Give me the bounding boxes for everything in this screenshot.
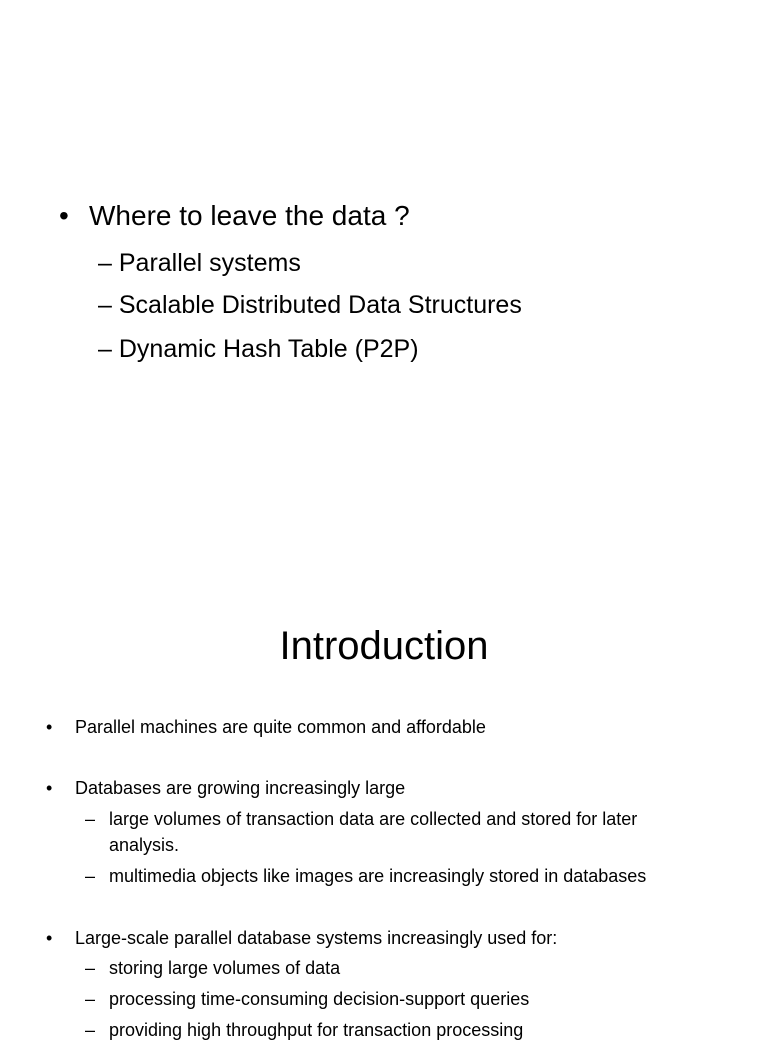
slide2-sub-item-text: large volumes of transaction data are collected and stored for later analysis. — [109, 809, 638, 855]
slide2-sub-item — [85, 955, 749, 981]
bullet-dot: • — [46, 717, 53, 737]
slide-title: Introduction — [279, 624, 489, 668]
dash: – — [85, 989, 96, 1009]
bullet-dot: • — [59, 200, 69, 231]
dash: – — [85, 1020, 96, 1040]
slide2-bullet — [46, 714, 486, 740]
slide1-bullet — [59, 199, 410, 233]
slide2-sub-item — [85, 863, 749, 889]
slide2-bullet-text: Large-scale parallel database systems increasingly used for: — [75, 928, 558, 948]
slide1-sub-item — [98, 333, 419, 365]
slide2-sub-item — [85, 986, 749, 1012]
slide1-sub-item-text: Scalable Distributed Data Structures — [118, 291, 522, 319]
slide1-sub-item-text: Parallel systems — [118, 249, 301, 277]
slide2-bullet-text: Databases are growing increasingly large — [75, 778, 406, 798]
dash: – — [85, 866, 96, 886]
dash: – — [98, 291, 112, 319]
slide2-sub-item — [85, 806, 709, 858]
slide2-sub-item-text: storing large volumes of data — [109, 958, 341, 978]
dash: – — [85, 809, 96, 829]
slide1-sub-item — [98, 247, 301, 279]
slide1-bullet-text: Where to leave the data ? — [89, 200, 410, 231]
slide1-sub-item-text: Dynamic Hash Table (P2P) — [118, 335, 419, 363]
slide2-sub-item-text: providing high throughput for transaction processing — [109, 1020, 524, 1040]
slide2-sub-item-text: multimedia objects like images are increasingly stored in databases — [109, 866, 647, 886]
bullet-dot: • — [46, 778, 53, 798]
slide2-bullet — [46, 775, 406, 801]
dash: – — [85, 958, 96, 978]
slide2-bullet-text: Parallel machines are quite common and affordable — [75, 717, 486, 737]
slide2-sub-item-text: processing time-consuming decision-support queries — [109, 989, 530, 1009]
slide1-sub-item — [98, 289, 522, 321]
slide-2 — [0, 576, 768, 1040]
bullet-dot: • — [46, 928, 53, 948]
dash: – — [98, 335, 112, 363]
dash: – — [98, 249, 112, 277]
slide2-bullet — [46, 925, 558, 951]
slide2-sub-item — [85, 1017, 749, 1043]
